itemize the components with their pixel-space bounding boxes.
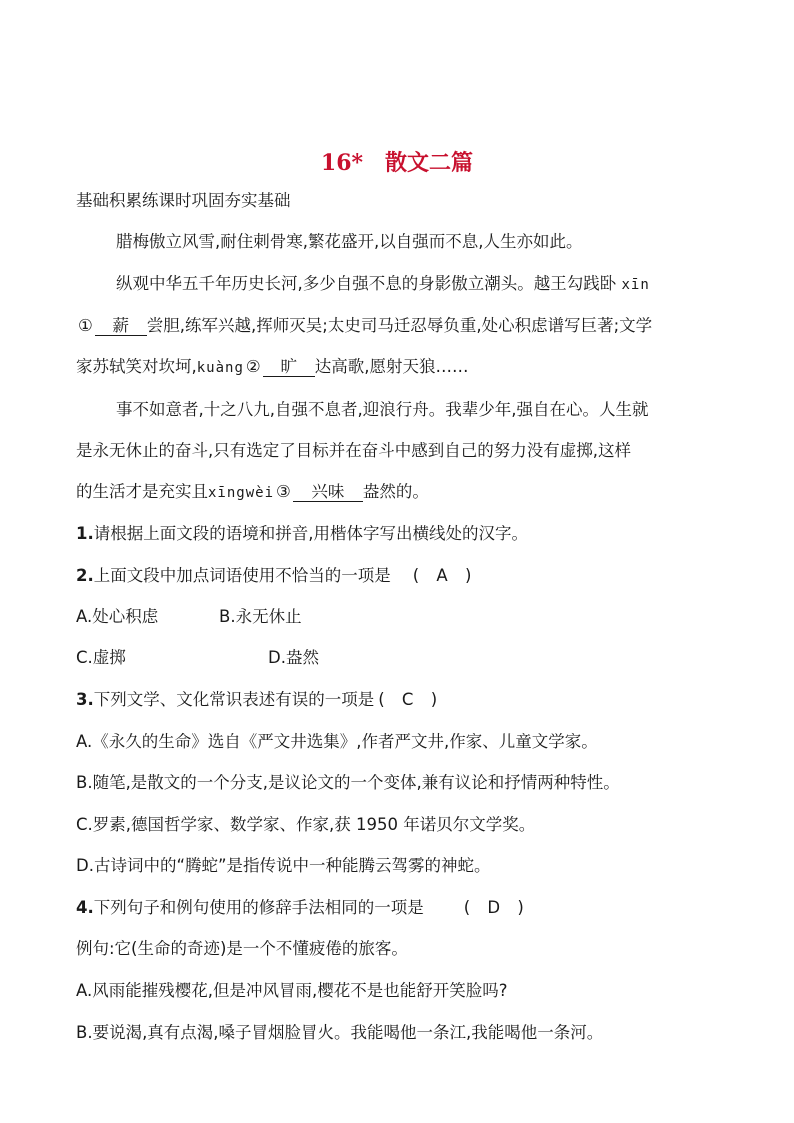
passage-text: 的生活才是充实且 <box>76 482 208 501</box>
lesson-title: 散文二篇 <box>385 150 474 176</box>
option-d: D.盎然 <box>268 648 319 667</box>
passage-paragraph-2-line-2 <box>76 316 652 336</box>
question-4 <box>76 898 530 918</box>
question-number: 2. <box>76 566 94 585</box>
question-answer: ( A ) <box>412 566 478 585</box>
question-3 <box>76 690 443 710</box>
option-b: B.要说渴,真有点渴,嗓子冒烟脸冒火。我能喝他一条江,我能喝他一条河。 <box>76 1023 604 1042</box>
pinyin-3: xīngwèi <box>208 485 275 501</box>
question-text: 下列文学、文化常识表述有误的一项是 <box>93 690 375 709</box>
question-answer: ( C ) <box>378 690 444 709</box>
passage-paragraph-3-line-1: 事不如意者,十之八九,自强不息者,迎浪行舟。我辈少年,强自在心。人生就 <box>116 400 649 419</box>
blank-marker-3: ③ <box>276 482 291 501</box>
section-subtitle: 基础积累练课时巩固夯实基础 <box>76 191 291 210</box>
question-2-options-row-1 <box>76 607 302 627</box>
option-c: C.虚掷 <box>76 648 126 667</box>
passage-text: 家苏轼笑对坎坷, <box>76 357 197 376</box>
pinyin-2: kuàng <box>196 360 244 376</box>
blank-marker-1: ① <box>78 316 93 335</box>
option-a: A.《永久的生命》选自《严文井选集》,作者严文井,作家、儿童文学家。 <box>76 732 598 751</box>
lesson-number: 16* <box>320 150 364 176</box>
passage-paragraph-3-line-2: 是永无休止的奋斗,只有选定了目标并在奋斗中感到自己的努力没有虚掷,这样 <box>76 441 631 460</box>
option-a: A.处心积虑 <box>76 607 159 626</box>
question-text: 上面文段中加点词语使用不恰当的一项是 <box>93 566 391 585</box>
pinyin-1: xīn <box>621 277 650 293</box>
question-number: 3. <box>76 690 94 709</box>
passage-paragraph-3-line-3 <box>76 482 429 503</box>
option-a: A.风雨能摧残樱花,但是冲风冒雨,樱花不是也能舒开笑脸吗? <box>76 981 508 1000</box>
answer-blank-3: 兴味 <box>293 483 363 502</box>
passage-text: 达高歌,愿射天狼…… <box>314 357 469 376</box>
passage-paragraph-2-line-3 <box>76 357 468 378</box>
passage-text: 尝胆,练军兴越,挥师灭吴;太史司马迁忍辱负重,处心积虑谱写巨著;文学 <box>146 316 653 335</box>
question-1 <box>76 524 528 544</box>
question-text: 下列句子和例句使用的修辞手法相同的一项是 <box>93 898 424 917</box>
question-2 <box>76 566 477 586</box>
question-number: 4. <box>76 898 94 917</box>
example-sentence: 例句:它(生命的奇迹)是一个不懂疲倦的旅客。 <box>76 939 408 958</box>
passage-text: 纵观中华五千年历史长河,多少自强不息的身影傲立潮头。越王勾践卧 <box>116 274 617 293</box>
page-title <box>0 146 794 177</box>
answer-blank-2: 旷 <box>263 358 315 377</box>
passage-text: 盎然的。 <box>362 482 429 501</box>
passage-paragraph-2-line-1 <box>116 274 650 295</box>
option-b: B.永无休止 <box>219 607 302 626</box>
question-number: 1. <box>76 524 94 543</box>
option-c: C.罗素,德国哲学家、数学家、作家,获 1950 年诺贝尔文学奖。 <box>76 815 536 834</box>
passage-paragraph-1: 腊梅傲立风雪,耐住刺骨寒,繁花盛开,以自强而不息,人生亦如此。 <box>116 232 583 251</box>
option-b: B.随笔,是散文的一个分支,是议论文的一个变体,兼有议论和抒情两种特性。 <box>76 773 620 792</box>
question-answer: ( D ) <box>463 898 530 917</box>
blank-marker-2: ② <box>245 357 261 376</box>
question-2-options-row-2 <box>76 648 319 668</box>
question-text: 请根据上面文段的语境和拼音,用楷体字写出横线处的汉字。 <box>93 524 528 543</box>
answer-blank-1: 薪 <box>95 317 147 336</box>
option-d: D.古诗词中的“腾蛇”是指传说中一种能腾云驾雾的神蛇。 <box>76 856 491 875</box>
